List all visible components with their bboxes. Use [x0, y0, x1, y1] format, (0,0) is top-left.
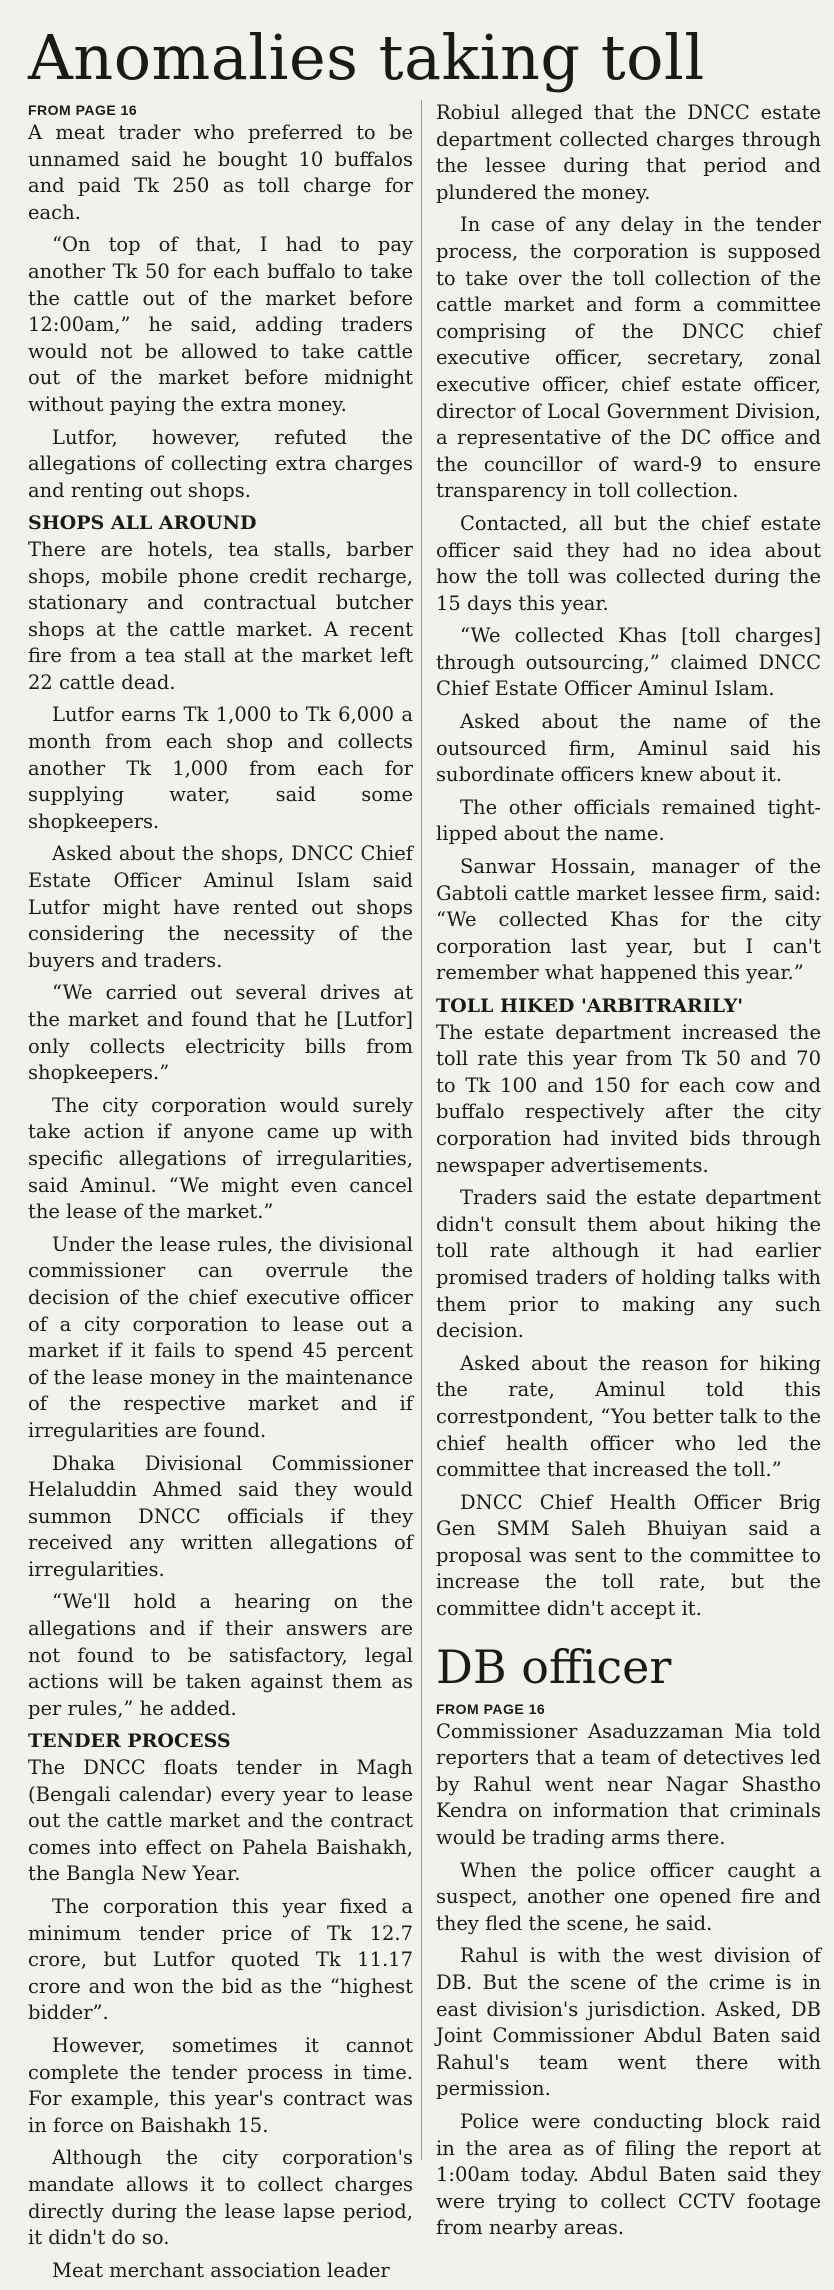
article-body-left	[28, 120, 413, 2284]
paragraph: “We collected Khas [toll charges] through outsourcing,” claimed DNCC Chief Estate Officer Aminul Islam.	[436, 624, 821, 701]
second-story-body	[436, 1719, 821, 2242]
dateline: FROM PAGE 16	[28, 102, 138, 118]
paragraph: Rahul is with the west division of DB. But the scene of the crime is in east division's jurisdiction. Asked, DB Joint Commissioner Abdul Baten said Rahul's team went there with permission.	[436, 1944, 821, 2101]
paragraph: Police were conducting block raid in the area as of filing the report at 1:00am today. Abdul Baten said they were trying to collect CCTV footage from nearby areas.	[436, 2109, 821, 2240]
paragraph: “On top of that, I had to pay another Tk 50 for each buffalo to take the cattle out of the market before 12:00am,” he said, adding traders would not be allowed to take cattle out of the market before midnight without paying the extra money.	[28, 233, 413, 416]
paragraph: The corporation this year fixed a minimum tender price of Tk 12.7 crore, but Lutfor quoted Tk 11.17 crore and won the bid as the “highest bidder”.	[28, 1895, 413, 2025]
second-story-headline: DB officer	[436, 1639, 672, 1694]
paragraph: Contacted, all but the chief estate officer said they had no idea about how the toll was collected during the 15 days this year.	[436, 511, 821, 615]
paragraph: The DNCC floats tender in Magh (Bengali calendar) every year to lease out the cattle market and the contract comes into effect on Pahela Baishakh, the Bangla New Year.	[28, 1756, 413, 1886]
paragraph: “We'll hold a hearing on the allegations and if their answers are not found to be satisfactory, legal actions will be taken against them as per rules,” he added.	[28, 1590, 413, 1720]
paragraph: Although the city corporation's mandate allows it to collect charges directly during the lease lapse period, it didn't do so.	[28, 2146, 413, 2250]
paragraph: Robiul alleged that the DNCC estate department collected charges through the lessee during that period and plundered the money.	[436, 101, 821, 204]
article-body-right	[436, 100, 821, 1623]
subheading: TOLL HIKED 'ARBITRARILY'	[436, 995, 744, 1017]
paragraph: The estate department increased the toll rate this year from Tk 50 and 70 to Tk 100 and 150 for each cow and buffalo respectively after the city corporation had invited bids through newspaper advertisements.	[436, 1020, 821, 1177]
paragraph: The city corporation would surely take action if anyone came up with specific allegations of irregularities, said Aminul. “We might even cancel the lease of the market.”	[28, 1093, 413, 1224]
paragraph: A meat trader who preferred to be unnamed said he bought 10 buffalos and paid Tk 250 as toll charge for each.	[28, 121, 413, 224]
paragraph: Asked about the name of the outsourced firm, Aminul said his subordinate officers knew about it.	[436, 710, 821, 787]
paragraph: Lutfor earns Tk 1,000 to Tk 6,000 a month from each shop and collects another Tk 1,000 from each for supplying water, said some shopkeepers.	[28, 703, 413, 833]
article-column-right	[436, 100, 821, 2248]
paragraph: Asked about the shops, DNCC Chief Estate Officer Aminul Islam said Lutfor might have rented out shops considering the necessity of the buyers and traders.	[28, 842, 413, 972]
paragraph: When the police officer caught a suspect, another one opened fire and they fled the scene, he said.	[436, 1858, 821, 1935]
paragraph: Sanwar Hossain, manager of the Gabtoli cattle market lessee firm, said: “We collected Khas for the city corporation last year, but I can't remember what happened this year.”	[436, 855, 821, 985]
column-divider	[421, 100, 422, 2160]
paragraph: Asked about the reason for hiking the rate, Aminul told this correstpondent, “You better talk to the chief health officer who led the committee that increased the toll.”	[436, 1351, 821, 1482]
paragraph: “We carried out several drives at the market and found that he [Lutfor] only collects electricity bills from shopkeepers.”	[28, 981, 413, 1085]
dateline: FROM PAGE 16	[436, 1700, 546, 1717]
paragraph: However, sometimes it cannot complete the tender process in time. For example, this year's contract was in force on Baishakh 15.	[28, 2033, 413, 2137]
paragraph: DNCC Chief Health Officer Brig Gen SMM Saleh Bhuiyan said a proposal was sent to the committee to increase the toll rate, but the committee didn't accept it.	[436, 1490, 821, 1621]
paragraph: In case of any delay in the tender process, the corporation is supposed to take over the toll collection of the cattle market and form a committee comprising of the DNCC chief executive officer, secretary, zonal executive officer, chief estate officer, director of Local Government Division, a representative of the DC office and the councillor of ward-9 to ensure transparency in toll collection.	[436, 213, 821, 503]
paragraph: Lutfor, however, refuted the allegations of collecting extra charges and renting out shops.	[28, 425, 413, 502]
paragraph: The other officials remained tight-lipped about the name.	[436, 795, 821, 846]
article-column-left	[28, 100, 413, 2290]
paragraph: Under the lease rules, the divisional commissioner can overrule the decision of the chief executive officer of a city corporation to lease out a market if it fails to spend 45 percent of the lease money in the maintenance of the respective market and if irregularities are found.	[28, 1232, 413, 1442]
paragraph: Commissioner Asaduzzaman Mia told reporters that a team of detectives led by Rahul went near Nagar Shastho Kendra on information that criminals would be trading arms there.	[436, 1719, 821, 1850]
paragraph: Traders said the estate department didn't consult them about hiking the toll rate although it had earlier promised traders of holding talks with them prior to making any such decision.	[436, 1186, 821, 1343]
paragraph: Dhaka Divisional Commissioner Helaluddin Ahmed said they would summon DNCC officials if they received any written allegations of irregularities.	[28, 1451, 413, 1581]
subheading: TENDER PROCESS	[28, 1730, 231, 1753]
paragraph: There are hotels, tea stalls, barber shops, mobile phone credit recharge, stationary and contractual butcher shops at the cattle market. A recent fire from a tea stall at the market left 22 cattle dead.	[28, 537, 413, 694]
story-headline: Anomalies taking toll	[28, 21, 705, 94]
paragraph: Meat merchant association leader	[52, 2258, 390, 2282]
subheading: SHOPS ALL AROUND	[28, 512, 257, 535]
